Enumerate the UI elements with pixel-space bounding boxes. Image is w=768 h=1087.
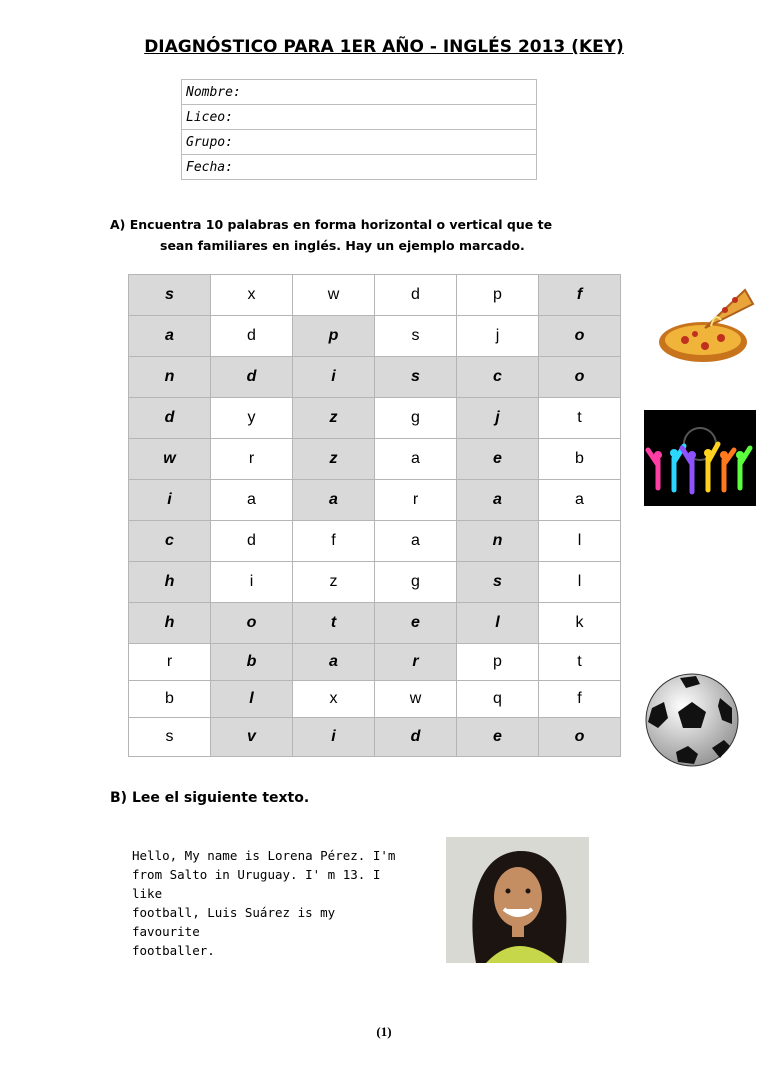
grid-row <box>129 439 621 480</box>
grid-cell-highlighted: a <box>129 316 211 357</box>
grid-cell: a <box>539 480 621 521</box>
grid-cell: t <box>539 644 621 681</box>
group-field-label: Grupo: <box>182 130 537 155</box>
grid-cell-highlighted: h <box>129 603 211 644</box>
grid-cell: w <box>375 681 457 718</box>
grid-row <box>129 316 621 357</box>
word-search-grid <box>128 274 621 757</box>
reading-text-line: footballer. <box>132 943 215 958</box>
grid-cell: p <box>457 275 539 316</box>
grid-cell-highlighted: o <box>539 718 621 757</box>
grid-cell-highlighted: e <box>457 439 539 480</box>
reading-text-line: football, Luis Suárez is my favourite <box>132 905 336 939</box>
date-field-label: Fecha: <box>182 155 537 180</box>
grid-cell-highlighted: i <box>293 357 375 398</box>
grid-cell: a <box>375 439 457 480</box>
grid-row <box>129 603 621 644</box>
grid-cell-highlighted: o <box>211 603 293 644</box>
grid-cell-highlighted: o <box>539 316 621 357</box>
grid-cell: w <box>293 275 375 316</box>
grid-row <box>129 681 621 718</box>
grid-cell: k <box>539 603 621 644</box>
grid-cell-highlighted: z <box>293 439 375 480</box>
soccer-ball-image <box>640 668 744 772</box>
grid-cell: d <box>211 316 293 357</box>
grid-cell-highlighted: d <box>129 398 211 439</box>
grid-cell: s <box>375 316 457 357</box>
grid-cell-highlighted: a <box>457 480 539 521</box>
section-a-line1: A) Encuentra 10 palabras en forma horizontal o vertical que te <box>110 217 553 232</box>
reading-text <box>132 846 402 960</box>
grid-row <box>129 480 621 521</box>
grid-row <box>129 357 621 398</box>
grid-row <box>129 398 621 439</box>
grid-row <box>129 718 621 757</box>
grid-cell-highlighted: i <box>129 480 211 521</box>
grid-cell: r <box>375 480 457 521</box>
grid-cell-highlighted: s <box>375 357 457 398</box>
document-title: DIAGNÓSTICO PARA 1ER AÑO - INGLÉS 2013 (KEY) <box>144 37 624 57</box>
page-number: (1) <box>376 1024 392 1039</box>
section-b-heading: B) Lee el siguiente texto. <box>110 790 310 806</box>
grid-cell-highlighted: l <box>211 681 293 718</box>
grid-cell: b <box>129 681 211 718</box>
grid-cell-highlighted: v <box>211 718 293 757</box>
grid-row <box>129 644 621 681</box>
school-field-label: Liceo: <box>182 105 537 130</box>
grid-cell: a <box>211 480 293 521</box>
grid-cell-highlighted: z <box>293 398 375 439</box>
grid-row <box>129 562 621 603</box>
grid-cell: i <box>211 562 293 603</box>
grid-cell-highlighted: n <box>129 357 211 398</box>
grid-cell-highlighted: t <box>293 603 375 644</box>
grid-cell-highlighted: f <box>539 275 621 316</box>
grid-row <box>129 521 621 562</box>
grid-cell: y <box>211 398 293 439</box>
grid-cell-highlighted: s <box>129 275 211 316</box>
dancers-image <box>644 410 756 506</box>
grid-cell-highlighted: s <box>457 562 539 603</box>
grid-cell: x <box>293 681 375 718</box>
grid-cell-highlighted: l <box>457 603 539 644</box>
grid-cell-highlighted: d <box>211 357 293 398</box>
grid-cell-highlighted: p <box>293 316 375 357</box>
grid-cell-highlighted: a <box>293 644 375 681</box>
grid-cell-highlighted: r <box>375 644 457 681</box>
grid-cell: a <box>375 521 457 562</box>
grid-cell-highlighted: o <box>539 357 621 398</box>
grid-cell: f <box>293 521 375 562</box>
grid-cell: z <box>293 562 375 603</box>
grid-cell: j <box>457 316 539 357</box>
grid-cell: p <box>457 644 539 681</box>
student-info-table <box>181 79 537 180</box>
pizza-image <box>655 282 755 368</box>
grid-cell-highlighted: d <box>375 718 457 757</box>
grid-cell: s <box>129 718 211 757</box>
grid-cell-highlighted: c <box>129 521 211 562</box>
grid-cell-highlighted: h <box>129 562 211 603</box>
grid-cell: t <box>539 398 621 439</box>
grid-cell: d <box>211 521 293 562</box>
grid-row <box>129 275 621 316</box>
grid-cell: x <box>211 275 293 316</box>
grid-cell: d <box>375 275 457 316</box>
grid-cell: r <box>129 644 211 681</box>
section-a-instructions <box>110 214 570 256</box>
grid-cell-highlighted: b <box>211 644 293 681</box>
reading-text-line: from Salto in Uruguay. I' m 13. I like <box>132 867 381 901</box>
grid-cell: g <box>375 562 457 603</box>
grid-cell: l <box>539 562 621 603</box>
grid-cell-highlighted: e <box>457 718 539 757</box>
grid-cell-highlighted: e <box>375 603 457 644</box>
grid-cell: r <box>211 439 293 480</box>
grid-cell: g <box>375 398 457 439</box>
grid-cell: q <box>457 681 539 718</box>
grid-cell-highlighted: j <box>457 398 539 439</box>
grid-cell-highlighted: a <box>293 480 375 521</box>
grid-cell-highlighted: c <box>457 357 539 398</box>
reading-text-line: Hello, My name is Lorena Pérez. I'm <box>132 848 396 863</box>
section-a-line2: sean familiares en inglés. Hay un ejemplo marcado. <box>160 238 525 253</box>
girl-portrait-image <box>446 837 589 963</box>
grid-cell: b <box>539 439 621 480</box>
grid-cell: f <box>539 681 621 718</box>
grid-cell-highlighted: w <box>129 439 211 480</box>
grid-cell-highlighted: i <box>293 718 375 757</box>
grid-cell-highlighted: n <box>457 521 539 562</box>
grid-cell: l <box>539 521 621 562</box>
name-field-label: Nombre: <box>182 80 537 105</box>
